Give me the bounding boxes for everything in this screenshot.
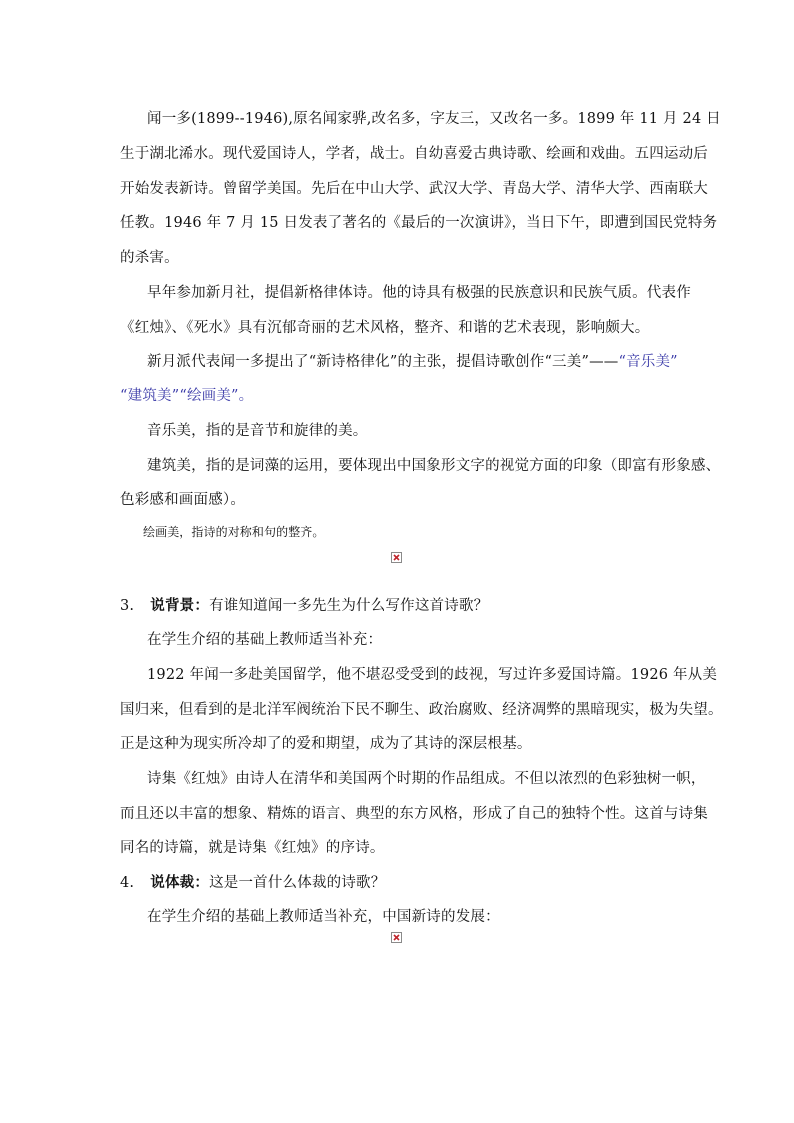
section-3-label: 说背景： — [150, 597, 210, 614]
painting-beauty-definition: 绘画美，指诗的对称和句的整齐。 — [143, 525, 325, 539]
teacher-supplement-intro: 在学生介绍的基础上教师适当补充： — [147, 632, 383, 648]
music-beauty-definition: 音乐美，指的是音节和旋律的美。 — [147, 423, 368, 439]
bio-line-2: 生于湖北浠水。现代爱国诗人，学者，战士。自幼喜爱古典诗歌、绘画和戏曲。五四运动后 — [120, 146, 708, 162]
broken-image-icon — [391, 932, 402, 943]
three-beauties-line-2: “建筑美”“绘画美”。 — [120, 388, 254, 404]
bio-line-5: 的杀害。 — [120, 250, 179, 266]
red-candle-line-3: 同名的诗篇，就是诗集《红烛》的序诗。 — [120, 840, 385, 856]
xinyue-line-1: 早年参加新月社，提倡新格律体诗。他的诗具有极强的民族意识和民族气质。代表作 — [147, 285, 691, 301]
background-line-2: 国归来，但看到的是北洋军阀统治下民不聊生、政治腐败、经济凋弊的黑暗现实，极为失望。 — [120, 702, 723, 718]
three-beauties-text-d: “三美”—— — [544, 354, 619, 370]
red-candle-line-1: 诗集《红烛》由诗人在清华和美国两个时期的作品组成。不但以浓烈的色彩独树一帜， — [147, 771, 706, 787]
background-line-3: 正是这种为现实所冷却了的爱和期望，成为了其诗的深层根基。 — [120, 736, 532, 752]
section-3-question: 有谁知道闻一多先生为什么写作这首诗歌？ — [209, 598, 489, 614]
section-4-heading — [120, 873, 385, 893]
red-candle-line-2: 而且还以丰富的想象、精炼的语言、典型的东方风格，形成了自己的独特个性。这首与诗集 — [120, 806, 708, 822]
background-line-1: 1922 年闻一多赴美国留学，他不堪忍受受到的歧视，写过许多爱国诗篇。1926 年从美 — [147, 667, 718, 683]
new-poetry-intro: 在学生介绍的基础上教师适当补充，中国新诗的发展： — [147, 909, 500, 925]
bio-line-1: 闻一多(1899--1946),原名闻家骅,改名多，字友三，又改名一多。1899 年 11 月 24 日 — [147, 111, 721, 127]
three-beauties-line-1 — [147, 352, 678, 372]
section-4-label: 说体裁： — [150, 874, 210, 891]
bio-line-4: 任教。1946 年 7 月 15 日发表了著名的《最后的一次演讲》，当日下午，即遭到国民党特务 — [120, 215, 718, 231]
music-beauty-term: “音乐美” — [618, 354, 678, 370]
three-beauties-text-b: “新诗格律化” — [308, 354, 398, 370]
bio-line-3: 开始发表新诗。曾留学美国。先后在中山大学、武汉大学、青岛大学、清华大学、西南联大 — [120, 181, 708, 197]
section-3-heading — [120, 596, 488, 616]
broken-image-icon — [391, 552, 402, 563]
three-beauties-text-a: 新月派代表闻一多提出了 — [147, 354, 309, 370]
architecture-beauty-line-1: 建筑美，指的是词藻的运用，要体现出中国象形文字的视觉方面的印象（即富有形象感、 — [147, 458, 721, 474]
section-4-number: 4. — [120, 875, 135, 891]
three-beauties-text-c: 的主张，提倡诗歌创作 — [397, 354, 545, 370]
section-3-number: 3. — [120, 598, 135, 614]
section-4-question: 这是一首什么体裁的诗歌？ — [209, 875, 386, 891]
architecture-beauty-line-2: 色彩感和画面感）。 — [120, 492, 246, 508]
xinyue-line-2: 《红烛》、《死水》具有沉郁奇丽的艺术风格，整齐、和谐的艺术表现，影响颇大。 — [120, 320, 650, 336]
